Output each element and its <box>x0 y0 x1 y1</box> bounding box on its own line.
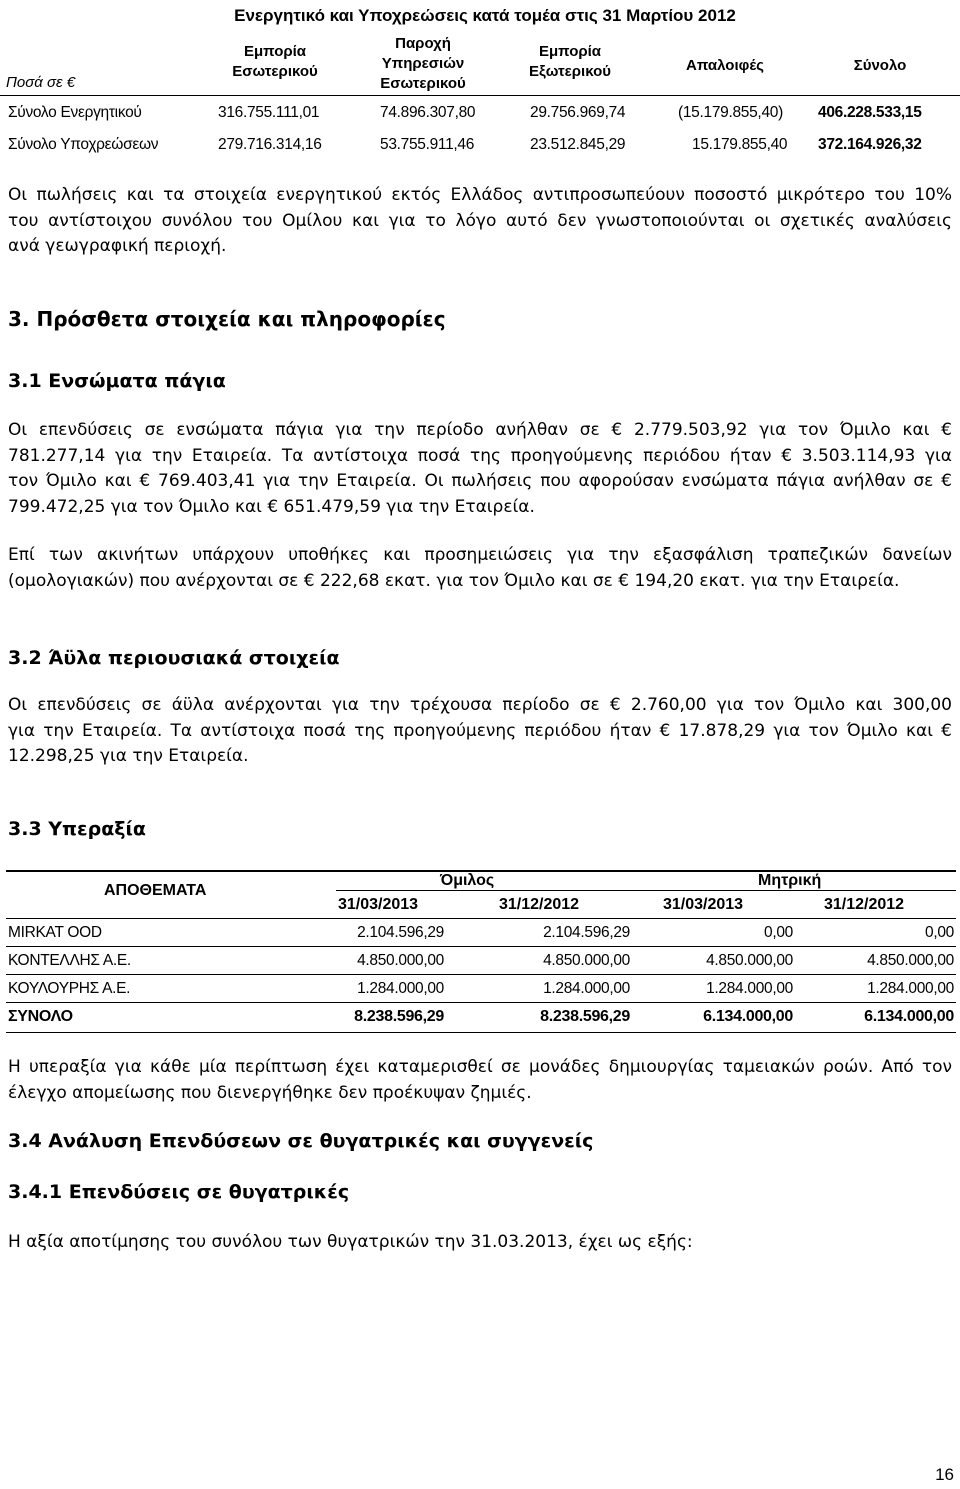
row-divider <box>6 974 956 975</box>
row-divider <box>6 1032 956 1033</box>
col-header-total: Σύνολο <box>853 57 907 74</box>
paragraph-goodwill-note: Η υπεραξία για κάθε μία περίπτωση έχει καταμερισθεί σε μονάδες δημιουργίας ταμειακών ροών. Από τον έλεγχο απομείωσης που διενεργήθηκε δεν προέκυψαν ζημιές. <box>8 1057 952 1103</box>
col-header-domestic-services: Παροχή Υπηρεσιών Εσωτερικού <box>380 35 466 92</box>
paragraph-subsidiaries: Η αξία αποτίμησης του συνόλου των θυγατρικών την 31.03.2013, έχει ως εξής: <box>8 1232 693 1252</box>
heading-section-3-1: 3.1 Ενσώματα πάγια <box>8 370 226 392</box>
paragraph-mortgages: Επί των ακινήτων υπάρχουν υποθήκες και προσημειώσεις για την εξασφάλιση τραπεζικών δανείων (ομολογιακών) που ανέρχονται σε € 222,68 εκατ. για τον Όμιλο και σε € 194,20 εκατ. για την Εταιρεία. <box>8 545 952 591</box>
col-header-group: Όμιλος <box>440 872 495 889</box>
table-row-total: ΣΥΝΟΛΟ 8.238.596,29 8.238.596,29 6.134.000,00 6.134.000,00 <box>8 1008 954 1025</box>
heading-section-3-4-1: 3.4.1 Επενδύσεις σε θυγατρικές <box>8 1181 350 1203</box>
col-header-domestic-trade: Εμπορία Εσωτερικού <box>232 43 318 80</box>
heading-section-3-4: 3.4 Ανάλυση Επενδύσεων σε θυγατρικές και συγγενείς <box>8 1130 594 1152</box>
segment-table-title: Ενεργητικό και Υποχρεώσεις κατά τομέα στις 31 Μαρτίου 2012 <box>234 6 736 25</box>
header-divider <box>0 95 960 96</box>
col-header-parent: Μητρική <box>758 872 822 889</box>
col-header-inventories: ΑΠΟΘΕΜΑΤΑ <box>104 882 207 899</box>
col-header-date: 31/12/2012 <box>499 896 580 913</box>
row-label: Σύνολο Ενεργητικού <box>8 104 142 121</box>
row-divider <box>6 946 956 947</box>
table-row: ΚΟΥΛΟΥΡΗΣ Α.Ε. 1.284.000,00 1.284.000,00 1.284.000,00 1.284.000,00 <box>8 980 954 997</box>
row-divider <box>6 1002 956 1003</box>
col-header-eliminations: Απαλοιφές <box>686 57 764 74</box>
unit-label: Ποσά σε € <box>6 74 76 91</box>
col-header-date: 31/03/2013 <box>338 896 419 913</box>
table-row: ΚΟΝΤΕΛΛΗΣ Α.Ε. 4.850.000,00 4.850.000,00 4.850.000,00 4.850.000,00 <box>8 952 954 969</box>
heading-section-3: 3. Πρόσθετα στοιχεία και πληροφορίες <box>8 307 446 331</box>
row-divider <box>6 918 956 919</box>
paragraph-geographic-note: Οι πωλήσεις και τα στοιχεία ενεργητικού εκτός Ελλάδος αντιπροσωπεύουν ποσοστό μικρότερο του 10% του αντίστοιχου συνόλου του Ομίλου και για το λόγο αυτό δεν γνωστοποιούνται οι σχετικές αναλύσεις ανά γεωγραφική περιοχή. <box>8 185 952 256</box>
col-header-date: 31/03/2013 <box>663 896 744 913</box>
page-number: 16 <box>935 1465 954 1484</box>
table-row: Σύνολο Ενεργητικού 316.755.111,01 74.896.307,80 29.756.969,74 (15.179.855,40) 406.228.533,15 <box>8 104 922 121</box>
row-label: Σύνολο Υποχρεώσεων <box>8 136 159 153</box>
paragraph-intangible-assets: Οι επενδύσεις σε άϋλα ανέρχονται για την τρέχουσα περίοδο σε € 2.760,00 για τον Όμιλο και 300,00 για την Εταιρεία. Τα αντίστοιχα ποσά της προηγούμενης περιόδου ήταν € 17.878,29 για τον Όμιλο και € 12.298,25 για την Εταιρεία. <box>8 695 952 766</box>
col-header-foreign-trade: Εμπορία Εξωτερικού <box>529 43 611 80</box>
col-header-date: 31/12/2012 <box>824 896 905 913</box>
table-row: MIRKAT OOD 2.104.596,29 2.104.596,29 0,00 0,00 <box>8 924 954 941</box>
heading-section-3-2: 3.2 Άϋλα περιουσιακά στοιχεία <box>8 647 340 669</box>
heading-section-3-3: 3.3 Υπεραξία <box>8 818 146 840</box>
paragraph-tangible-assets: Οι επενδύσεις σε ενσώματα πάγια για την περίοδο ανήλθαν σε € 2.779.503,92 για τον Όμιλο και € 781.277,14 για την Εταιρεία. Τα αντίστοιχα ποσά της προηγούμενης περιόδου ήταν € 3.503.114,93 για τον Όμιλο και € 769.403,41 για την Εταιρεία. Οι πωλήσεις που αφορούσαν ενσώματα πάγια ανήλθαν σε € 799.472,25 για τον Όμιλο και € 651.479,59 για την Εταιρεία. <box>8 420 952 517</box>
table-row: Σύνολο Υποχρεώσεων 279.716.314,16 53.755.911,46 23.512.845,29 15.179.855,40 372.164.926,32 <box>8 136 922 153</box>
group-divider <box>336 890 956 891</box>
